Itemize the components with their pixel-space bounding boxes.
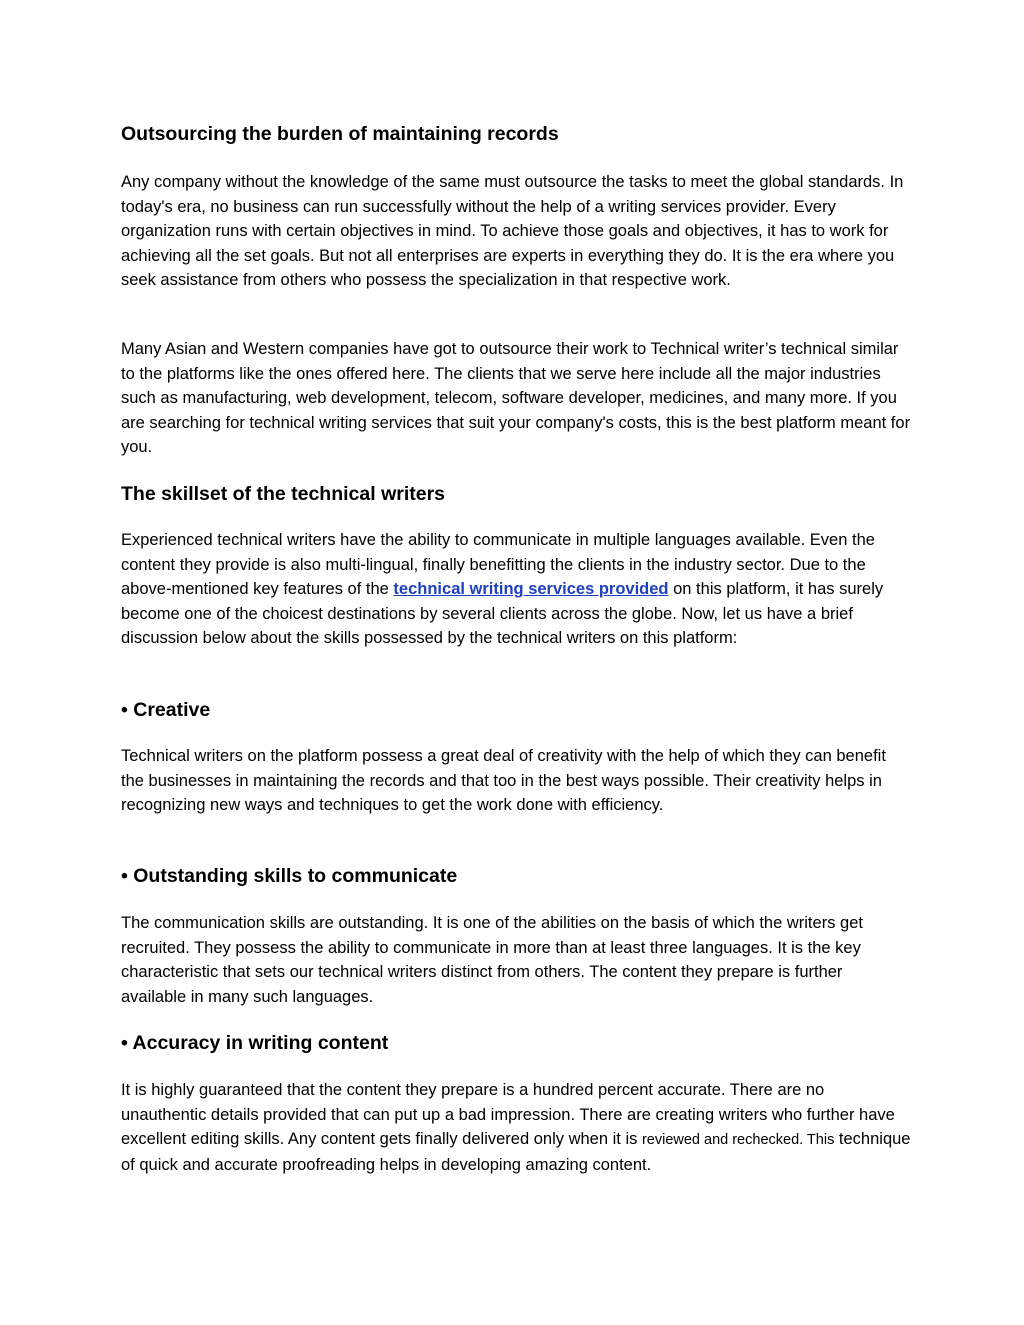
paragraph-skillset [121, 528, 911, 651]
paragraph-accuracy [121, 1078, 911, 1177]
section-heading-outsourcing: Outsourcing the burden of maintaining records [121, 123, 559, 145]
paragraph-outsourcing-intro: Any company without the knowledge of the same must outsource the tasks to meet the global standards. In today's era, no business can run successfully without the help of a writing services provider. Every organization runs with certain objectives in mind. To achieve those goals and objectives, it has to work for achieving all the set goals. But not all enterprises are experts in everything they do. It is the era where you seek assistance from others who possess the specialization in that respective work. [121, 173, 904, 290]
technical-writing-services-link[interactable]: technical writing services provided [393, 580, 669, 599]
section-heading-creative: • Creative [121, 699, 211, 721]
section-heading-communicate: • Outstanding skills to communicate [121, 865, 458, 887]
section-heading-skillset: The skillset of the technical writers [121, 483, 446, 505]
paragraph-accuracy-small-text: reviewed and rechecked. This [641, 1132, 835, 1149]
paragraph-creative: Technical writers on the platform possess a great deal of creativity with the help of which they can benefit the businesses in maintaining the records and that too in the best ways possible. Their creativity helps in recognizing new ways and techniques to get the work done with efficiency. [121, 747, 886, 815]
paragraph-accuracy-text-start: It is highly guaranteed that the content they prepare is a hundred percent accurate. There are no unauthentic details provided that can put up a bad impression. There are creating writers who further have excellent editing skills. Any content gets finally delivered only when it is [121, 1081, 895, 1149]
paragraph-skillset-text-end: on this platform, it has surely become one of the choicest destinations by several clients across the globe. Now, let us have a brief discussion below about the skills possessed by the technical writers on this platform: [121, 580, 884, 648]
paragraph-asian-western-companies: Many Asian and Western companies have got to outsource their work to Technical writer’s technical similar to the platforms like the ones offered here. The clients that we serve here include all the major industries such as manufacturing, web development, telecom, software developer, medicines, and many more. If you are searching for technical writing services that suit your company's costs, this is the best platform meant for you. [121, 340, 911, 457]
section-heading-accuracy: • Accuracy in writing content [121, 1032, 389, 1054]
paragraph-accuracy-text-end: technique of quick and accurate proofreading helps in developing amazing content. [121, 1130, 911, 1174]
paragraph-skillset-text-start: Experienced technical writers have the ability to communicate in multiple languages available. Even the content they provide is also multi-lingual, finally benefitting the clients in the industry sector. Due to the above-mentioned key features of the [121, 531, 875, 599]
paragraph-communicate: The communication skills are outstanding. It is one of the abilities on the basis of which the writers get recruited. They possess the ability to communicate in more than at least three languages. It is the key characteristic that sets our technical writers distinct from others. The content they prepare is further available in many such languages. [121, 914, 863, 1006]
